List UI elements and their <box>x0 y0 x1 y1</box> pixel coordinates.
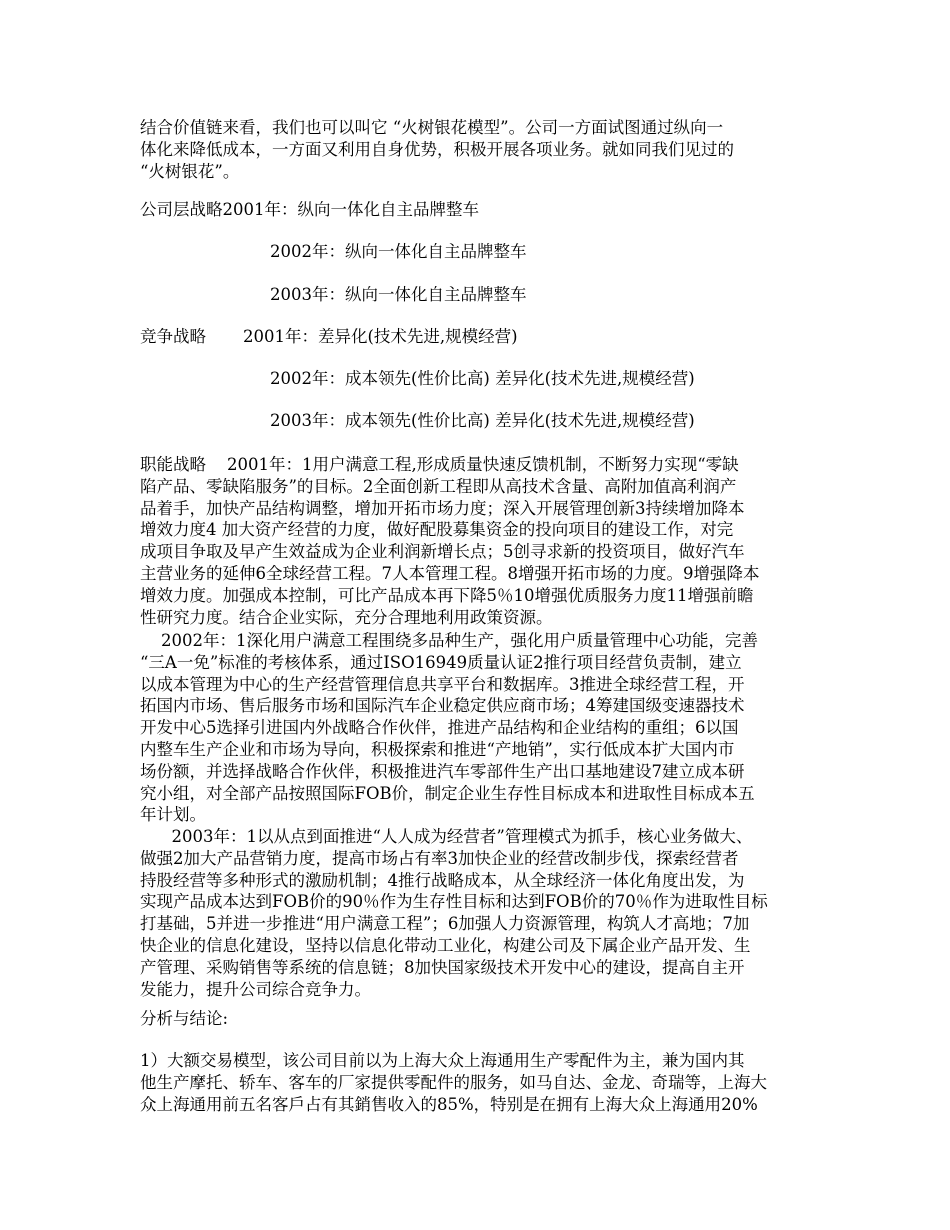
text-line: 开发中心5选择引进国内外战略合作伙伴，推进产品结构和企业结构的重组；6以国 <box>140 718 739 738</box>
intro-paragraph <box>140 117 820 182</box>
analysis-heading: 分析与结论: <box>140 1009 229 1028</box>
corporate-strategy-2003: 2003年：纵向一体化自主品牌整车 <box>270 285 527 304</box>
text-line: 快企业的信息化建设，坚持以信息化带动工业化，构建公司及下属企业产品开发、生 <box>140 935 751 955</box>
competitive-strategy-label: 竞争战略 <box>140 327 206 346</box>
functional-strategy-2003 <box>140 826 820 1000</box>
functional-strategy-2002 <box>140 630 820 826</box>
corporate-strategy-label: 公司层战略 <box>140 200 223 219</box>
text-line: 打基础，5并进一步推进“用户满意工程”；6加强人力资源管理，构筑人才高地；7加 <box>140 914 750 934</box>
text-line: 他生产摩托、轿车、客车的厂家提供零配件的服务，如马自达、金龙、奇瑞等，上海大 <box>140 1072 767 1092</box>
text-line: 成项目争取及早产生效益成为企业利润新增长点；5创寻求新的投资项目，做好汽车 <box>140 542 745 562</box>
text-line: 主营业务的延伸6全球经营工程。7人本管理工程。8增强开拓市场的力度。9增强降本 <box>140 563 760 583</box>
text-line: 1）大额交易模型，该公司目前以为上海大众上海通用生产零配件为主，兼为国内其 <box>140 1051 745 1070</box>
text-line: 增效力度。加强成本控制，可比产品成本再下降5％10增强优质服务力度11增强前瞻 <box>140 585 754 605</box>
text-line: 究小组，对全部产品按照国际FOB价，制定企业生存性目标成本和进取性目标成本五 <box>140 783 755 803</box>
analysis-paragraph <box>140 1050 820 1115</box>
text-line: 2003年：1以从点到面推进“人人成为经营者”管理模式为抓手，核心业务做大、 <box>140 827 753 846</box>
text-line: 品着手，加快产品结构调整，增加开拓市场力度；深入开展管理创新3持续增加降本 <box>140 498 745 518</box>
text-line: 内整车生产企业和市场为导向，积极探索和推进“产地销”，实行低成本扩大国内市 <box>140 739 735 759</box>
text-line: 拓国内市场、售后服务市场和国际汽车企业稳定供应商市场；4筹建国级变速器技术 <box>140 696 745 716</box>
text-line: 增效力度4 加大资产经营的力度，做好配股募集资金的投向项目的建设工作，对完 <box>140 520 734 540</box>
text-line: 场份额，并选择战略合作伙伴，积极推进汽车零部件生产出口基地建设7建立成本研 <box>140 761 745 781</box>
text-line: 持股经营等多种形式的激励机制；4推行战略成本，从全球经济一体化角度出发，为 <box>140 870 745 890</box>
text-line: 陷产品、零缺陷服务”的目标。2全面创新工程即从高技术含量、高附加值高利润产 <box>140 476 737 496</box>
text-line: 结合价值链来看，我们也可以叫它 “火树银花模型”。公司一方面试图通过纵向一 <box>140 118 724 137</box>
text-line: 体化来降低成本，一方面又利用自身优势，积极开展各项业务。就如同我们见过的 <box>140 139 734 159</box>
corporate-strategy-2001-text: 2001年：纵向一体化自主品牌整车 <box>222 200 479 219</box>
text-line: 众上海通用前五名客戶占有其銷售收入的85%，特别是在拥有上海大众上海通用20% <box>140 1094 758 1114</box>
competitive-strategy-2001: 2001年：差异化(技术先进,规模经营) <box>243 327 518 346</box>
text-line: 做强2加大产品营销力度，提高市场占有率3加快企业的经营改制步伐，探索经营者 <box>140 848 739 868</box>
functional-strategy-2001 <box>140 454 820 628</box>
text-line: 性研究力度。结合企业实际，充分合理地利用政策资源。 <box>140 607 553 627</box>
text-line: 2002年：1深化用户满意工程围绕多品种生产，强化用户质量管理中心功能，完善 <box>140 631 758 650</box>
competitive-strategy-2003: 2003年：成本领先(性价比高) 差异化(技术先进,规模经营) <box>270 411 695 430</box>
corporate-strategy-2001 <box>140 199 479 221</box>
corporate-strategy-2002: 2002年：纵向一体化自主品牌整车 <box>270 242 527 261</box>
text-line: 发能力，提升公司综合竞争力。 <box>140 979 371 999</box>
text-line: 职能战略 2001年：1用户满意工程,形成质量快速反馈机制，不断努力实现“零缺 <box>140 455 739 474</box>
text-line: “三A一免”标准的考核体系，通过ISO16949质量认证2推行项目经营负责制，建立 <box>140 652 742 672</box>
text-line: 实现产品成本达到FOB价的90％作为生存性目标和达到FOB价的70％作为进取性目标 <box>140 892 768 912</box>
text-line: 产管理、采购销售等系统的信息链；8加快国家级技术开发中心的建设，提高自主开 <box>140 957 745 977</box>
text-line: 年计划。 <box>140 805 206 825</box>
text-line: 以成本管理为中心的生产经营管理信息共享平台和数据库。3推进全球经营工程，开 <box>140 674 745 694</box>
text-line: “火树银花”。 <box>140 161 240 181</box>
competitive-strategy-2002: 2002年：成本领先(性价比高) 差异化(技术先进,规模经营) <box>270 369 695 388</box>
